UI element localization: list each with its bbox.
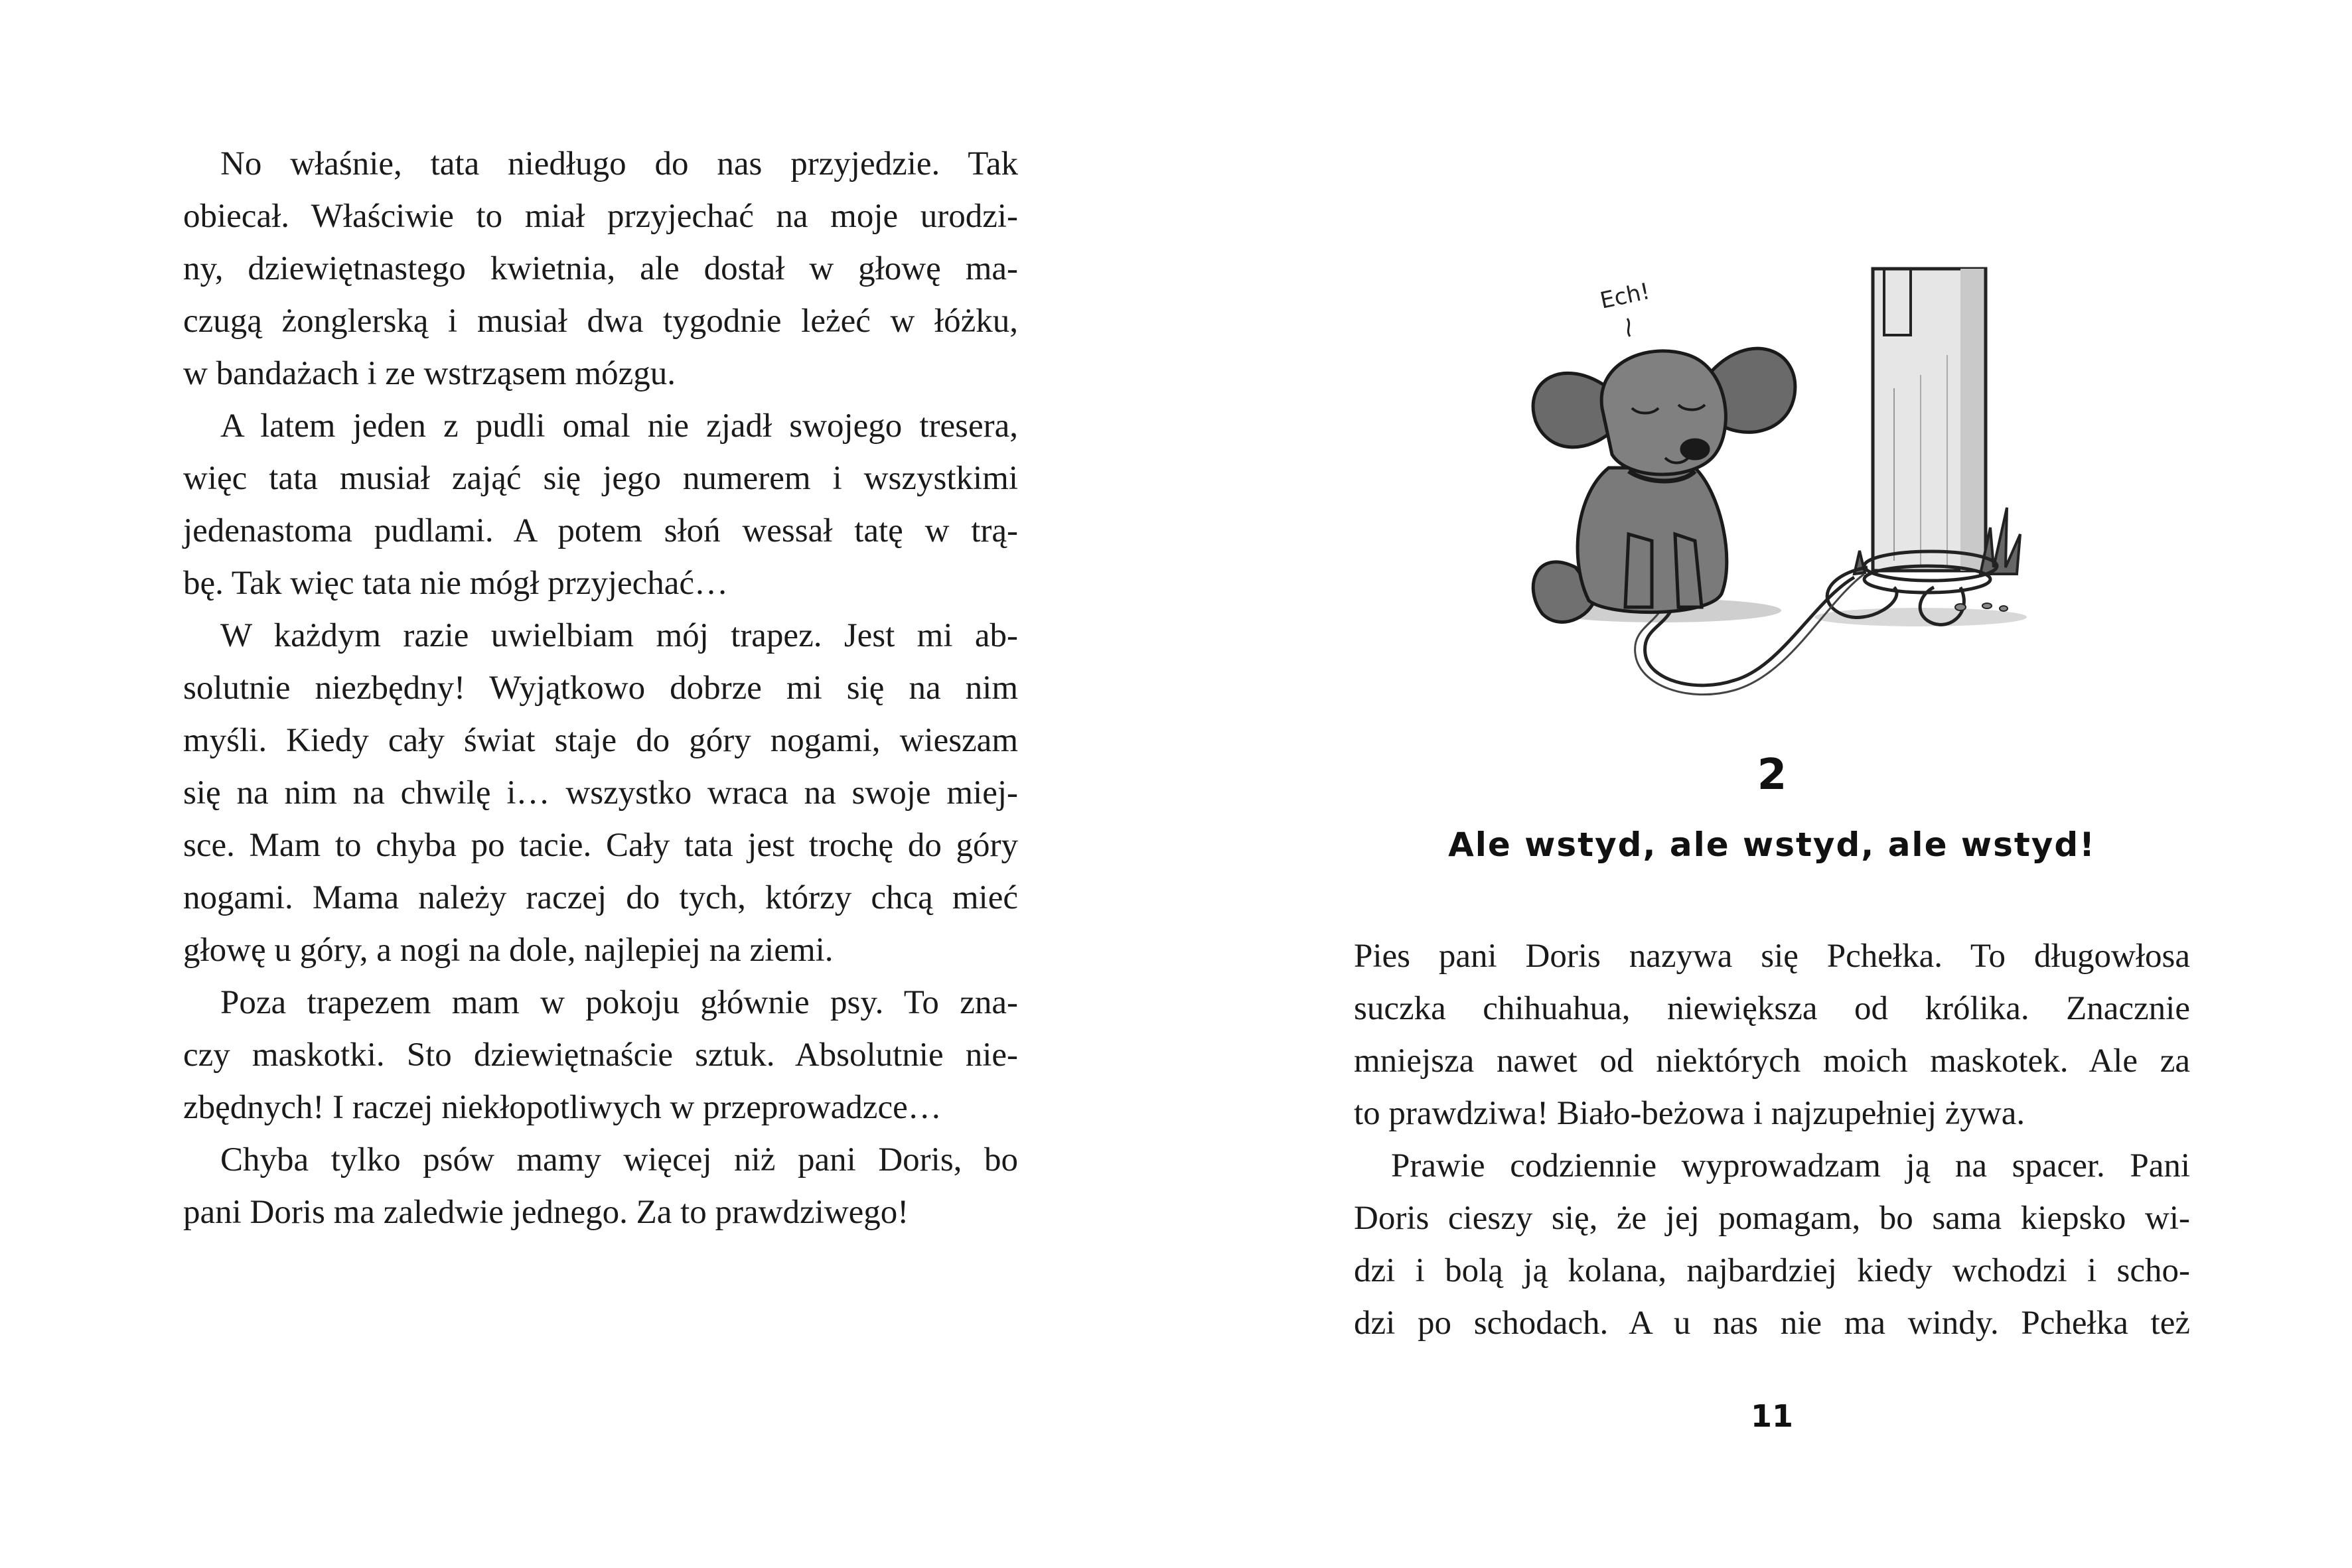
text-line: się na nim na chwilę i… wszystko wraca na swoje miej- [183,774,1018,812]
text-line: W każdym razie uwielbiam mój trapez. Jest mi ab- [220,617,1018,654]
speech-text: Ech! [1597,278,1653,315]
text-line: Prawie codziennie wyprowadzam ją na spacer. Pani [1391,1147,2190,1184]
text-line: nogami. Mama należy raczej do tych, którzy chcą mieć [183,879,1018,916]
speech-tail [1627,319,1630,336]
dog [1533,348,1795,622]
text-line: Poza trapezem mam w pokoju głównie psy. To zna- [220,984,1018,1021]
text-line: jedenastoma pudlami. A potem słoń wessał tatę w trą- [183,512,1018,549]
left-page [183,138,1018,1239]
text-line: ny, dziewiętnastego kwietnia, ale dostał w głowę ma- [183,250,1018,287]
text-line: czy maskotki. Sto dziewiętnaście sztuk. Absolutnie nie- [183,1036,1018,1074]
dog-tied-to-pole-illustration [1496,255,2053,720]
text-line: to prawdziwa! Biało-beżowa i najzupełniej żywa. [1354,1095,2025,1132]
text-line: pani Doris ma zaledwie jednego. Za to prawdziwego! [183,1194,909,1231]
text-line: dzi i bolą ją kolana, najbardziej kiedy wchodzi i scho- [1354,1252,2190,1289]
text-line: głowę u góry, a nogi na dole, najlepiej na ziemi. [183,932,834,969]
page-number: 11 [1750,1398,1793,1434]
text-line: więc tata musiał zająć się jego numerem i wszystkimi [183,460,1018,497]
right-page [1354,0,2190,1568]
text-line: dzi po schodach. A u nas nie ma windy. Pchełka też [1354,1305,2190,1342]
text-line: sce. Mam to chyba po tacie. Cały tata jest trochę do góry [183,827,1018,864]
pole [1873,269,1986,571]
text-line: Pies pani Doris nazywa się Pchełka. To długowłosa [1354,938,2190,975]
text-line: myśli. Kiedy cały świat staje do góry nogami, wieszam [183,722,1018,759]
text-line: w bandażach i ze wstrząsem mózgu. [183,355,676,392]
text-line: mniejsza nawet od niektórych moich maskotek. Ale za [1354,1042,2190,1080]
text-line: No właśnie, tata niedługo do nas przyjedzie. Tak [220,145,1018,182]
text-line: Chyba tylko psów mamy więcej niż pani Doris, bo [220,1141,1018,1178]
left-page-text [183,138,1018,1239]
text-line: zbędnych! I raczej niekłopotliwych w przeprowadzce… [183,1089,942,1126]
text-line: suczka chihuahua, niewiększa od królika. Znacznie [1354,990,2190,1027]
text-line: obiecał. Właściwie to miał przyjechać na moje urodzi- [183,198,1018,235]
text-line: Doris cieszy się, że jej pomagam, bo sama kiepsko wi- [1354,1200,2190,1237]
chapter-title: Ale wstyd, ale wstyd, ale wstyd! [1448,825,2096,864]
right-page-text [1354,930,2190,1350]
text-line: solutnie niezbędny! Wyjątkowo dobrze mi się na nim [183,670,1018,707]
text-line: czugą żonglerską i musiał dwa tygodnie leżeć w łóżku, [183,303,1018,340]
chapter-number: 2 [1757,750,1787,800]
text-line: bę. Tak więc tata nie mógł przyjechać… [183,565,729,602]
text-line: A latem jeden z pudli omal nie zjadł swojego tresera, [220,407,1018,445]
